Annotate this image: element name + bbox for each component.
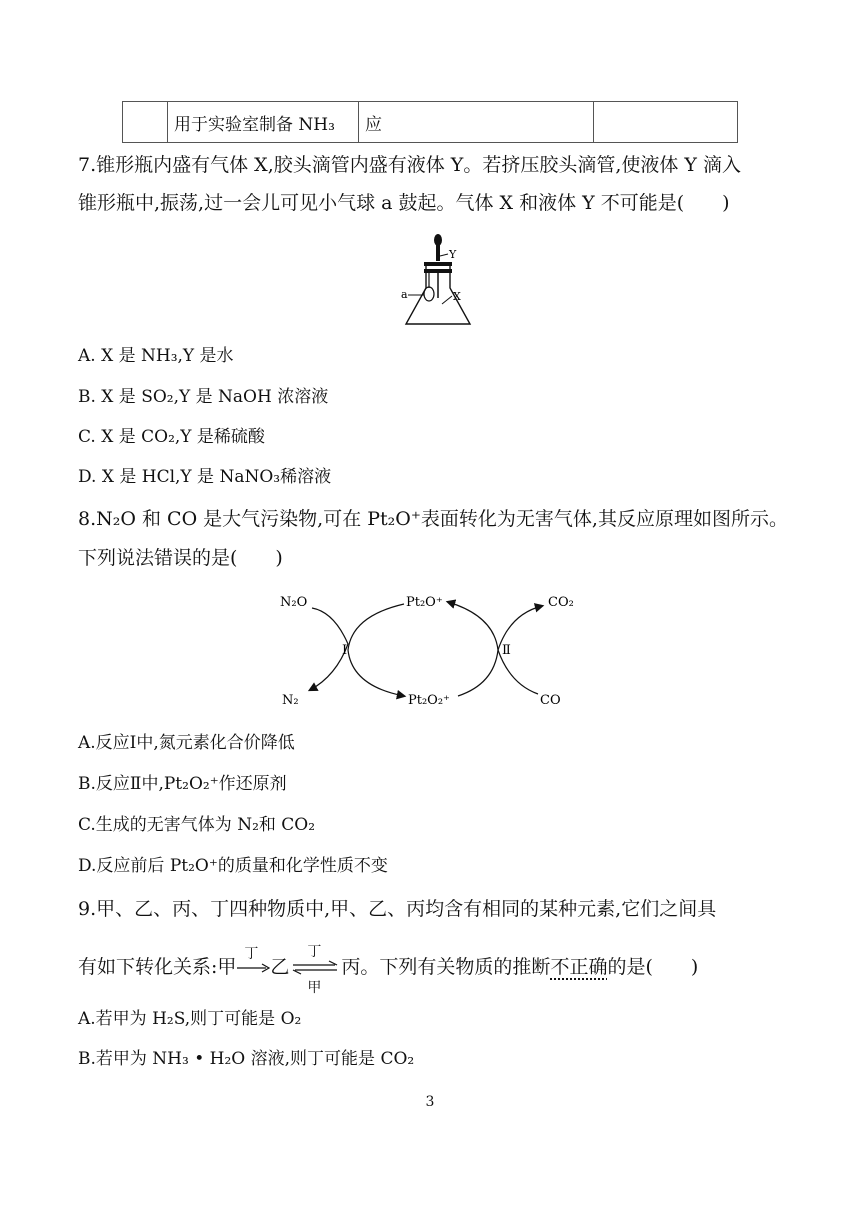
table-row: [123, 102, 738, 143]
q9-mid: 乙: [270, 956, 290, 978]
q8-reaction-cycle-figure: [276, 586, 596, 716]
reagent-table-fragment: [122, 101, 738, 143]
label-step2: Ⅱ: [502, 643, 511, 658]
q7-option-a: A. X 是 NH₃,Y 是水: [78, 346, 234, 366]
label-co: CO: [540, 693, 561, 708]
q7-option-c: C. X 是 CO₂,Y 是稀硫酸: [78, 427, 265, 447]
right-arrow-icon: [236, 958, 270, 978]
q7-option-d: D. X 是 HCl,Y 是 NaNO₃稀溶液: [78, 467, 332, 487]
q9-stem-line2: [78, 944, 699, 996]
table-cell: 应: [359, 102, 594, 143]
label-y: Y: [449, 248, 457, 261]
q7-option-b: B. X 是 SO₂,Y 是 NaOH 浓溶液: [78, 387, 329, 407]
arrow-step1: [348, 604, 404, 696]
q7-stem-line2: 锥形瓶中,振荡,过一会儿可见小气球 a 鼓起。气体 X 和液体 Y 不可能是( ): [78, 192, 730, 214]
label-pt2o: Pt₂O⁺: [406, 595, 443, 610]
label-a: a: [401, 288, 408, 301]
table-cell: [123, 102, 168, 143]
q9-arrow2-top: 丁: [307, 944, 322, 960]
q9-arrow2: [291, 944, 339, 996]
q9-line2-suffix-a: 丙。下列有关物质的推断: [341, 956, 551, 978]
q8-option-a: A.反应Ⅰ中,氮元素化合价降低: [78, 733, 295, 753]
label-x: X: [453, 290, 461, 303]
q8-stem-line2: 下列说法错误的是( ): [78, 547, 283, 569]
q9-arrow1-label: 丁: [244, 946, 259, 962]
label-step1: Ⅰ: [342, 643, 348, 658]
q9-arrow1: [236, 946, 270, 978]
q9-line2-suffix-b: 的是( ): [607, 956, 699, 978]
table-cell: [594, 102, 738, 143]
q9-arrow2-bottom: 甲: [307, 980, 322, 996]
label-co2: CO₂: [548, 595, 574, 610]
label-n2o: N₂O: [280, 595, 308, 610]
page-number: 3: [425, 1094, 435, 1110]
q7-flask-figure: [396, 232, 480, 328]
arrow-step2: [448, 602, 498, 696]
q9-stem-line1: 9.甲、乙、丙、丁四种物质中,甲、乙、丙均含有相同的某种元素,它们之间具: [78, 898, 717, 920]
label-n2: N₂: [282, 693, 299, 708]
q8-option-d: D.反应前后 Pt₂O⁺的质量和化学性质不变: [78, 856, 388, 876]
q9-option-a: A.若甲为 H₂S,则丁可能是 O₂: [78, 1009, 302, 1029]
q8-option-b: B.反应Ⅱ中,Pt₂O₂⁺作还原剂: [78, 774, 287, 794]
q9-emphasis: 不正确: [550, 956, 608, 978]
q9-option-b: B.若甲为 NH₃ • H₂O 溶液,则丁可能是 CO₂: [78, 1049, 415, 1069]
q8-option-c: C.生成的无害气体为 N₂和 CO₂: [78, 815, 316, 835]
q7-stem-line1: 7.锥形瓶内盛有气体 X,胶头滴管内盛有液体 Y。若挤压胶头滴管,使液体 Y 滴入: [78, 154, 741, 176]
label-pt2o2: Pt₂O₂⁺: [408, 693, 450, 708]
q9-line2-prefix: 有如下转化关系:甲: [78, 956, 237, 978]
q8-stem-line1: 8.N₂O 和 CO 是大气污染物,可在 Pt₂O⁺表面转化为无害气体,其反应原理如图所示。: [78, 508, 788, 530]
arrow-n2o-in: [312, 608, 348, 644]
table-cell: 用于实验室制备 NH₃: [168, 102, 359, 143]
